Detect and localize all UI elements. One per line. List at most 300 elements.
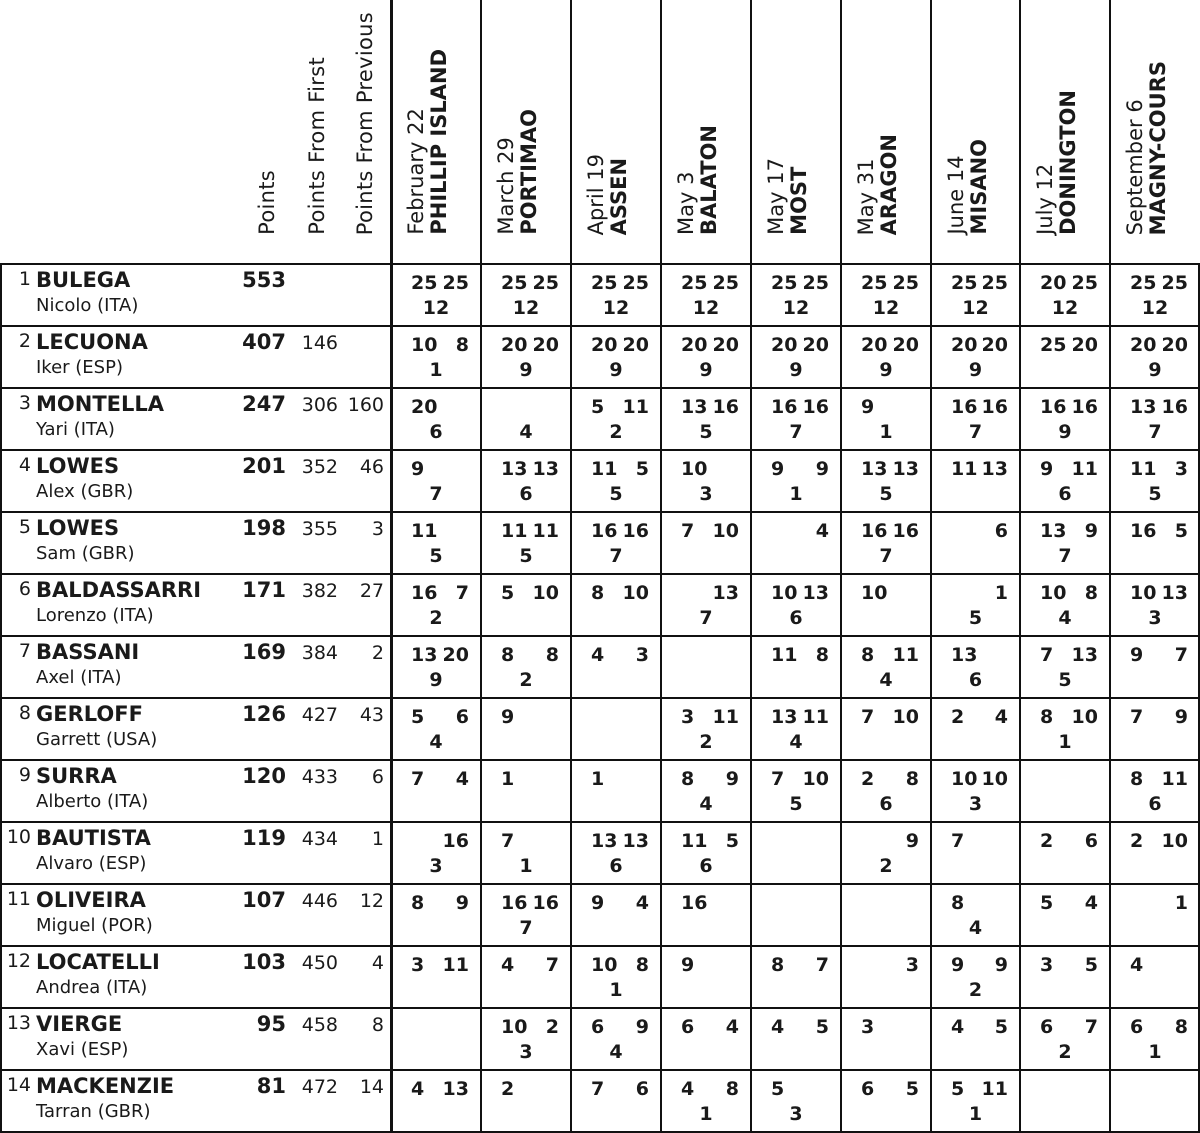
race1-points: 13 [501,458,528,480]
race2-points: 13 [622,830,649,852]
race-result-cell [843,264,929,326]
race-result-cell [1112,760,1198,822]
race-result-cell [933,450,1018,512]
rider-last-name: BAUTISTA [36,826,151,850]
race-date: May 31 [854,158,878,235]
race1-points: 5 [951,1078,965,1100]
race1-points: 13 [1040,520,1067,542]
rider-points: 198 [242,516,286,540]
race1-points: 25 [501,272,528,294]
race1-points: 11 [771,644,798,666]
superpole-race-points: 1 [1058,731,1072,753]
race1-points: 8 [951,892,965,914]
rider-points: 103 [242,950,286,974]
rider-last-name: VIERGE [36,1012,123,1036]
rider-first-name: Lorenzo (ITA) [36,605,154,626]
points-from-first: 146 [301,332,338,354]
race-result-cell [663,884,749,946]
race-date: May 3 [674,171,698,235]
race1-points: 25 [861,272,888,294]
race2-points: 16 [892,520,919,542]
race1-points: 20 [1040,272,1067,294]
race2-points: 16 [712,396,739,418]
superpole-race-points: 5 [1058,669,1072,691]
race2-points: 25 [1071,272,1098,294]
race2-points: 5 [815,1016,829,1038]
race2-points: 10 [532,582,559,604]
race2-points: 25 [802,272,829,294]
race-result-cell [393,760,479,822]
race1-points: 1 [591,768,605,790]
race2-points: 13 [442,1078,469,1100]
race1-points: 9 [771,458,785,480]
race2-points: 9 [1084,520,1098,542]
race2-points: 6 [635,1078,649,1100]
superpole-race-points: 6 [429,421,443,443]
race-venue: DONINGTON [1056,90,1080,235]
superpole-race-points: 6 [1148,793,1162,815]
race-header-label [945,139,991,235]
superpole-race-points: 4 [879,669,893,691]
race2-points: 11 [981,1078,1008,1100]
race-result-cell [1022,512,1108,574]
race-result-cell [573,884,659,946]
race-header-label [405,49,451,235]
race2-points: 16 [622,520,649,542]
race-result-cell [843,574,929,636]
points-column-header: Points [255,170,279,235]
race1-points: 10 [861,582,888,604]
race1-points: 6 [1040,1016,1054,1038]
points-from-first: 458 [301,1014,338,1036]
rider-points: 95 [256,1012,286,1036]
race1-points: 7 [681,520,695,542]
race2-points: 20 [532,334,559,356]
superpole-race-points: 3 [429,855,443,877]
points-from-first-column-header: Points From First [305,57,329,235]
race1-points: 3 [861,1016,875,1038]
superpole-race-points: 9 [879,359,893,381]
superpole-race-points: 9 [699,359,713,381]
race2-points: 8 [455,334,469,356]
superpole-race-points: 4 [429,731,443,753]
race-result-cell [573,1008,659,1070]
race2-points: 16 [442,830,469,852]
race-result-cell [753,884,839,946]
race2-points: 25 [712,272,739,294]
superpole-race-points: 5 [789,793,803,815]
race-result-cell [1112,1008,1198,1070]
rider-points: 407 [242,330,286,354]
race-result-cell [573,512,659,574]
race-result-cell [483,946,569,1008]
superpole-race-points: 12 [602,297,630,319]
table-row [0,574,1200,636]
superpole-race-points: 1 [609,979,623,1001]
race1-points: 4 [951,1016,965,1038]
superpole-race-points: 12 [962,297,989,319]
superpole-race-points: 9 [1148,359,1162,381]
race-result-cell [483,388,569,450]
race1-points: 16 [591,520,618,542]
race1-points: 11 [591,458,618,480]
race-result-cell [1022,450,1108,512]
race-header [849,0,931,263]
race1-points: 25 [951,272,978,294]
race1-points: 20 [501,334,528,356]
race1-points: 20 [861,334,888,356]
race-result-cell [573,1070,659,1132]
race-result-cell [573,636,659,698]
race-result-cell [843,884,929,946]
race2-points: 11 [622,396,649,418]
superpole-race-points: 7 [1058,545,1072,567]
race2-points: 20 [442,644,469,666]
superpole-race-points: 12 [422,297,450,319]
race-result-cell [933,326,1018,388]
race1-points: 11 [501,520,528,542]
table-row [0,822,1200,884]
points-from-first: 306 [301,394,338,416]
race2-points: 4 [455,768,469,790]
race-result-cell [483,884,569,946]
race-venue: MOST [787,166,811,235]
race1-points: 5 [411,706,425,728]
race1-points: 8 [771,954,785,976]
race-result-cell [573,760,659,822]
race1-points: 20 [1130,334,1157,356]
race2-points: 20 [622,334,649,356]
race-header [759,0,841,263]
race1-points: 16 [951,396,978,418]
superpole-race-points: 1 [879,421,893,443]
superpole-race-points: 2 [519,669,533,691]
points-from-first: 434 [301,828,338,850]
superpole-race-points: 3 [789,1103,803,1125]
race-header [1028,0,1110,263]
rider-first-name: Nicolo (ITA) [36,295,139,316]
race2-points: 8 [725,1078,739,1100]
points-from-first: 427 [301,704,338,726]
race-venue: PORTIMAO [517,109,541,235]
superpole-race-points: 2 [699,731,713,753]
superpole-race-points: 9 [609,359,623,381]
race-result-cell [483,1008,569,1070]
race-header [399,0,481,263]
race1-points: 5 [771,1078,785,1100]
superpole-race-points: 1 [699,1103,713,1125]
superpole-race-points: 3 [519,1041,533,1063]
rider-position: 6 [18,578,31,600]
race-result-cell [933,698,1018,760]
race2-points: 8 [1084,582,1098,604]
rider-points: 81 [256,1074,286,1098]
rider-position: 2 [18,330,31,352]
race-result-cell [1112,512,1198,574]
superpole-race-points: 6 [968,669,983,691]
race1-points: 7 [411,768,425,790]
race1-points: 7 [1130,706,1144,728]
race1-points: 10 [1040,582,1067,604]
points-from-first: 433 [301,766,338,788]
race1-points: 16 [771,396,798,418]
race-result-cell [1112,636,1198,698]
rider-last-name: GERLOFF [36,702,143,726]
race1-points: 4 [681,1078,695,1100]
race1-points: 8 [861,644,875,666]
rider-first-name: Tarran (GBR) [36,1101,151,1122]
race-result-cell [933,884,1018,946]
race1-points: 11 [411,520,438,542]
race1-points: 2 [1130,830,1144,852]
rider-last-name: LECUONA [36,330,148,354]
race-date: July 12 [1033,163,1057,235]
race2-points: 7 [455,582,469,604]
race2-points: 20 [892,334,919,356]
race2-points: 13 [892,458,919,480]
race-result-cell [843,946,929,1008]
superpole-race-points: 1 [1148,1041,1162,1063]
superpole-race-points: 2 [968,979,983,1001]
race-result-cell [573,450,659,512]
race2-points: 10 [712,520,739,542]
race2-points: 10 [1071,706,1098,728]
race-result-cell [1112,1070,1198,1132]
race-date: May 17 [764,158,788,235]
race2-points: 13 [981,458,1008,480]
race1-points: 13 [951,644,978,666]
race-result-cell [843,760,929,822]
race2-points: 4 [725,1016,739,1038]
race1-points: 4 [1130,954,1144,976]
race-result-cell [753,1008,839,1070]
race1-points: 6 [1130,1016,1144,1038]
race1-points: 13 [1130,396,1157,418]
race-result-cell [753,946,839,1008]
rider-position: 13 [6,1012,31,1034]
rider-first-name: Axel (ITA) [36,667,122,688]
race2-points: 6 [1084,830,1098,852]
race-result-cell [843,698,929,760]
race2-points: 8 [635,954,649,976]
race1-points: 20 [771,334,798,356]
race1-points: 11 [1130,458,1157,480]
race1-points: 3 [1040,954,1054,976]
race-result-cell [573,388,659,450]
race-result-cell [663,946,749,1008]
race-result-cell [753,326,839,388]
table-row [0,388,1200,450]
rider-points: 171 [242,578,286,602]
race1-points: 7 [861,706,875,728]
race1-points: 8 [1130,768,1144,790]
rider-position: 10 [6,826,31,848]
race2-points: 8 [545,644,559,666]
points-from-first: 450 [301,952,338,974]
race1-points: 10 [501,1016,528,1038]
race1-points: 9 [411,458,425,480]
race-result-cell [753,388,839,450]
race-result-cell [933,388,1018,450]
superpole-race-points: 7 [699,607,713,629]
race-result-cell [843,512,929,574]
table-row [0,450,1200,512]
points-from-previous: 1 [371,828,384,850]
points-from-previous: 27 [359,580,384,602]
superpole-race-points: 12 [692,297,720,319]
race1-points: 11 [951,458,978,480]
race-date: February 22 [404,108,428,235]
race-result-cell [1022,884,1108,946]
race2-points: 25 [442,272,469,294]
points-from-first: 352 [301,456,338,478]
superpole-race-points: 2 [609,421,623,443]
race-result-cell [393,264,479,326]
superpole-race-points: 5 [879,483,893,505]
race-result-cell [1112,264,1198,326]
race-result-cell [933,760,1018,822]
race-venue: BALATON [697,124,721,235]
race1-points: 8 [411,892,425,914]
table-row [0,1008,1200,1070]
race-result-cell [753,760,839,822]
race-header-label [855,134,901,235]
race2-points: 13 [712,582,739,604]
race1-points: 16 [681,892,708,914]
race1-points: 8 [501,644,515,666]
rider-points: 107 [242,888,286,912]
points-from-first: 355 [301,518,338,540]
race1-points: 25 [411,272,438,294]
rider-last-name: MONTELLA [36,392,165,416]
superpole-race-points: 12 [872,297,900,319]
race-result-cell [483,636,569,698]
race2-points: 8 [815,644,829,666]
race1-points: 8 [681,768,695,790]
superpole-race-points: 1 [968,1103,983,1125]
points-from-first: 384 [301,642,338,664]
race-header [939,0,1020,263]
race-result-cell [393,698,479,760]
race-result-cell [573,698,659,760]
race-header-label [675,125,721,235]
points-from-previous: 12 [359,890,384,912]
points-from-previous-column-header: Points From Previous [353,11,377,235]
race2-points: 16 [802,396,829,418]
table-row [0,946,1200,1008]
race-result-cell [663,326,749,388]
race2-points: 16 [1071,396,1098,418]
race1-points: 3 [411,954,425,976]
race1-points: 9 [681,954,695,976]
superpole-race-points: 4 [1058,607,1072,629]
race-header [579,0,661,263]
superpole-race-points: 9 [429,669,443,691]
points-from-previous: 3 [371,518,384,540]
race2-points: 5 [1084,954,1098,976]
rider-points: 120 [242,764,286,788]
superpole-race-points: 3 [968,793,983,815]
points-from-first: 446 [301,890,338,912]
superpole-race-points: 9 [968,359,983,381]
race1-points: 16 [501,892,528,914]
superpole-race-points: 6 [609,855,623,877]
table-row [0,1070,1200,1132]
race1-points: 2 [861,768,875,790]
race-result-cell [483,760,569,822]
race-date: March 29 [494,137,518,235]
race2-points: 25 [532,272,559,294]
superpole-race-points: 5 [519,545,533,567]
race-result-cell [1022,946,1108,1008]
race2-points: 7 [815,954,829,976]
race-result-cell [1022,698,1108,760]
race1-points: 3 [681,706,695,728]
race2-points: 11 [442,954,469,976]
superpole-race-points: 6 [519,483,533,505]
race2-points: 9 [725,768,739,790]
rider-last-name: MACKENZIE [36,1074,175,1098]
superpole-race-points: 2 [879,855,893,877]
race1-points: 10 [591,954,618,976]
race-header [669,0,751,263]
race-date: September 6 [1123,98,1147,235]
race-result-cell [393,1070,479,1132]
race-result-cell [483,822,569,884]
race-result-cell [663,388,749,450]
points-from-previous: 6 [371,766,384,788]
race-result-cell [1112,884,1198,946]
superpole-race-points: 1 [789,483,803,505]
race2-points: 7 [1174,644,1188,666]
race1-points: 4 [591,644,605,666]
race1-points: 5 [591,396,605,418]
race-result-cell [483,698,569,760]
race-result-cell [933,574,1018,636]
points-from-first: 382 [301,580,338,602]
race1-points: 13 [591,830,618,852]
race-result-cell [1112,574,1198,636]
race2-points: 11 [712,706,739,728]
race1-points: 16 [861,520,888,542]
race-result-cell [843,1070,929,1132]
race-result-cell [1022,574,1108,636]
rider-position: 14 [6,1074,31,1096]
race-result-cell [843,1008,929,1070]
superpole-race-points: 4 [609,1041,623,1063]
race-result-cell [573,946,659,1008]
race-header-label [1124,61,1170,235]
points-from-previous: 46 [359,456,384,478]
race1-points: 8 [591,582,605,604]
race-header-label [1034,90,1080,235]
race-result-cell [393,822,479,884]
superpole-race-points: 12 [1141,297,1169,319]
race-result-cell [933,1008,1018,1070]
table-row [0,698,1200,760]
race2-points: 10 [892,706,919,728]
superpole-race-points: 6 [699,855,713,877]
rider-last-name: BULEGA [36,268,131,292]
race-venue: ARAGON [877,133,901,235]
superpole-race-points: 6 [789,607,803,629]
rider-position: 8 [18,702,31,724]
race2-points: 11 [532,520,559,542]
race2-points: 9 [905,830,919,852]
rider-first-name: Alvaro (ESP) [36,853,147,874]
superpole-race-points: 4 [519,421,533,443]
race-result-cell [393,946,479,1008]
